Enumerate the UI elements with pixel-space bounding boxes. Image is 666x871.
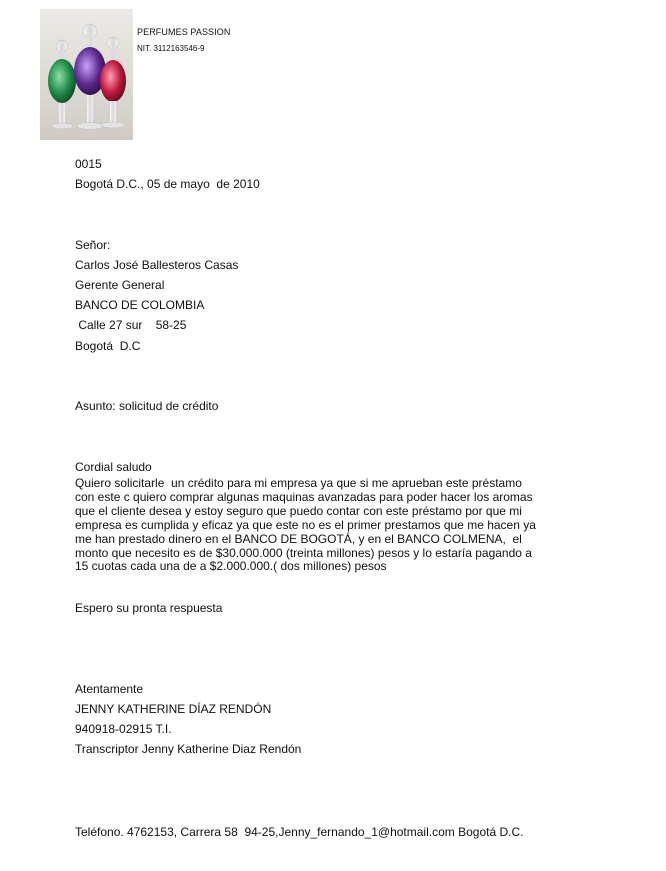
closing: Atentamente (75, 682, 144, 696)
body-line: me han prestado dinero en el BANCO DE BOGOTÁ, y en el BANCO COLMENA, el (75, 531, 522, 546)
company-nit: NIT. 3112163546-9 (137, 44, 205, 53)
recipient-name: Carlos José Ballesteros Casas (75, 258, 239, 272)
letter-body (75, 477, 545, 574)
recipient-address: Calle 27 sur 58-25 (75, 318, 187, 332)
transcriptor: Transcriptor Jenny Katherine Diaz Rendón (75, 742, 302, 756)
body-line: con este c quiero comprar algunas maquinas avanzadas para poder hacer los aromas (75, 489, 533, 504)
footer-contact: Teléfono. 4762153, Carrera 58 94-25,Jenny_fernando_1@hotmail.com Bogotá D.C. (75, 825, 524, 839)
subject-line: Asunto: solicitud de crédito (75, 399, 219, 413)
recipient-salutation: Señor: (75, 238, 111, 252)
body-line: Quiero solicitarle un crédito para mi empresa ya que si me aprueban este préstamo (75, 476, 522, 490)
signer-id: 940918-02915 T.I. (75, 722, 172, 736)
signer-name: JENNY KATHERINE DÍAZ RENDÓN (75, 702, 272, 716)
recipient-title: Gerente General (75, 278, 165, 292)
company-name: PERFUMES PASSION (137, 27, 231, 37)
body-line: monto que necesito es de $30.000.000 (treinta millones) pesos y lo estaría pagando a (75, 545, 532, 560)
recipient-company: BANCO DE COLOMBIA (75, 298, 205, 312)
perfume-bottles-logo (40, 9, 133, 140)
letter-number: 0015 (75, 157, 102, 171)
greeting: Cordial saludo (75, 460, 152, 474)
body-line: 15 cuotas cada una de a $2.000.000.( dos millones) pesos (75, 559, 387, 574)
place-date: Bogotá D.C., 05 de mayo de 2010 (75, 177, 260, 191)
body-line: empresa es cumplida y eficaz ya que este no es el primer prestamos que me hacen ya (75, 517, 536, 532)
closing-request: Espero su pronta respuesta (75, 601, 223, 615)
perfume-bottles-icon (40, 9, 133, 140)
recipient-city: Bogotá D.C (75, 339, 141, 353)
body-line: que el cliente desea y estoy seguro que puedo contar con este préstamo por que mi (75, 503, 522, 518)
